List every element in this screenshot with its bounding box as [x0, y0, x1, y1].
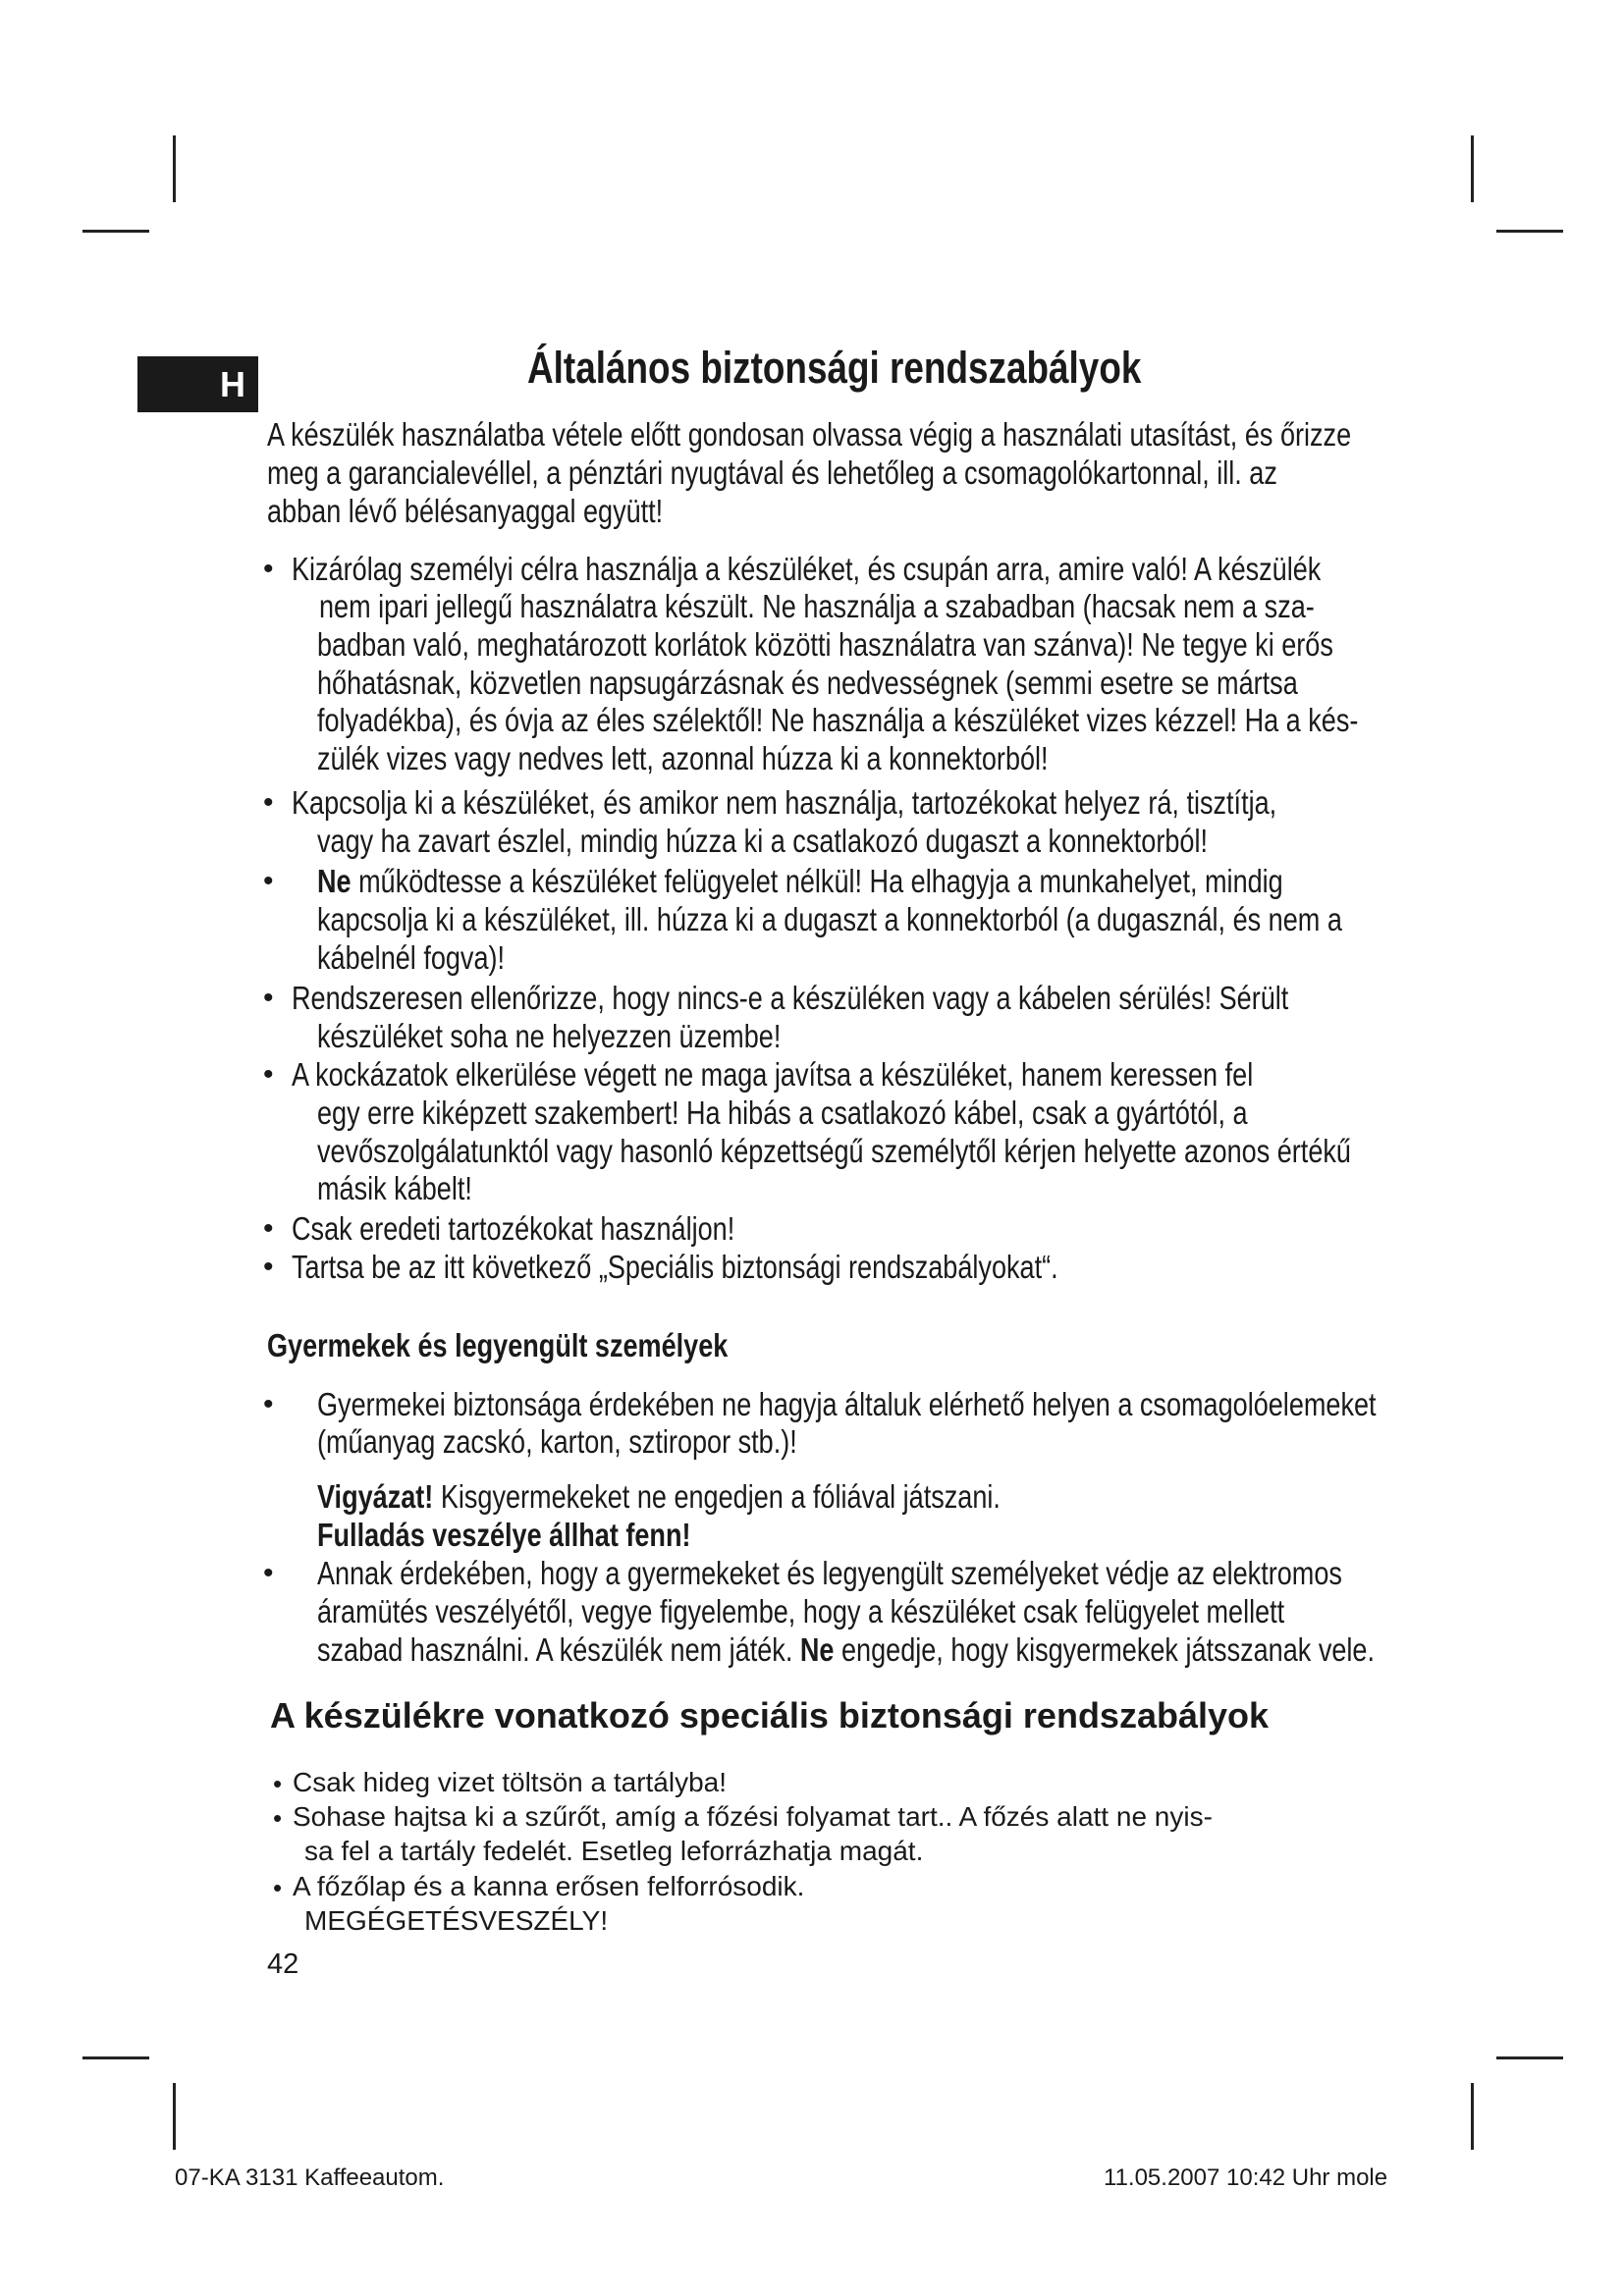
bullet-marker: • — [263, 1212, 274, 1245]
children-bullet-2-line-3 — [317, 1631, 1375, 1669]
bullet-marker: • — [263, 553, 274, 585]
safety-bullet-3-emphasis: Ne — [317, 863, 352, 899]
special-line-2: Sohase hajtsa ki a szűrőt, amíg a főzési folyamat tart.. A főzés alatt ne nyis- — [293, 1801, 1213, 1832]
crop-mark-bottom-right-horizontal — [1496, 2056, 1563, 2059]
page-title: Általános biztonsági rendszabályok — [527, 343, 1142, 393]
crop-mark-bottom-right-vertical — [1471, 2083, 1474, 2150]
children-bullet-2-text-b: engedje, hogy kisgyermekek játsszanak vele. — [834, 1631, 1376, 1668]
special-line-1: Csak hideg vizet töltsön a tartályba! — [293, 1767, 728, 1797]
children-bullet-2-emphasis: Ne — [799, 1631, 835, 1668]
safety-bullet-6-line-1: Csak eredeti tartozékokat használjon! — [292, 1210, 735, 1247]
children-section-heading: Gyermekek és legyengült személyek — [267, 1327, 729, 1363]
bullet-marker: • — [263, 786, 274, 819]
warning-text: Kisgyermekeket ne engedjen a fóliával játszani. — [433, 1478, 1001, 1515]
language-tab — [137, 356, 258, 412]
bullet-marker: • — [263, 1557, 274, 1589]
crop-mark-bottom-left-vertical — [173, 2083, 176, 2150]
special-section-heading: A készülékre vonatkozó speciális biztonsági rendszabályok — [270, 1695, 1270, 1735]
warning-line-2: Fulladás veszélye állhat fenn! — [317, 1517, 691, 1553]
safety-bullet-4-line-1: Rendszeresen ellenőrizze, hogy nincs-e a készüléken vagy a kábelen sérülés! Sérült — [292, 980, 1289, 1016]
safety-bullet-5-line-3: vevőszolgálatunktól vagy hasonló képzettségű személytől kérjen helyette azonos értékű — [317, 1133, 1351, 1169]
safety-bullet-5-line-2: egy erre kiképzett szakembert! Ha hibás a csatlakozó kábel, csak a gyártótól, a — [317, 1095, 1248, 1131]
safety-bullet-5-line-4: másik kábelt! — [317, 1170, 472, 1206]
children-bullet-1-line-2: (műanyag zacskó, karton, sztiropor stb.)! — [317, 1423, 797, 1460]
intro-line-1: A készülék használatba vétele előtt gondosan olvassa végig a használati utasítást, és őrizze — [267, 416, 1352, 453]
bullet-marker: • — [273, 1803, 283, 1833]
children-bullet-2-text-a: szabad használni. A készülék nem játék. — [317, 1631, 800, 1668]
safety-bullet-1-line-1: Kizárólag személyi célra használja a készüléket, és csupán arra, amire való! A készülék — [292, 551, 1322, 587]
children-bullet-2-line-2: áramütés veszélyétől, vegye figyelembe, hogy a készüléket csak felügyelet mellett — [317, 1593, 1285, 1629]
safety-bullet-3-line-3: kábelnél fogva)! — [317, 939, 506, 976]
crop-mark-top-right-vertical — [1471, 135, 1474, 202]
children-bullet-2-line-1: Annak érdekében, hogy a gyermekeket és legyengült személyeket védje az elektromos — [317, 1555, 1342, 1591]
bullet-marker: • — [263, 865, 274, 897]
children-bullet-1-line-1: Gyermekei biztonsága érdekében ne hagyja általuk elérhető helyen a csomagolóelemeket — [317, 1386, 1377, 1422]
bullet-marker: • — [263, 1058, 274, 1091]
page-number: 42 — [267, 1949, 299, 1980]
footer-right: 11.05.2007 10:42 Uhr mole — [1104, 2164, 1388, 2191]
warning-line — [317, 1478, 1001, 1516]
safety-bullet-5-line-1: A kockázatok elkerülése végett ne maga javítsa a készüléket, hanem keressen fel — [292, 1056, 1254, 1093]
safety-bullet-1-line-3: badban való, meghatározott korlátok közötti használatra van szánva)! Ne tegye ki erős — [317, 626, 1333, 663]
safety-bullet-4-line-2: készüléket soha ne helyezzen üzembe! — [317, 1018, 782, 1054]
safety-bullet-2-line-2: vagy ha zavart észlel, mindig húzza ki a csatlakozó dugaszt a konnektorból! — [317, 823, 1209, 859]
crop-mark-top-left-horizontal — [82, 230, 149, 233]
crop-mark-bottom-left-horizontal — [82, 2056, 149, 2059]
bullet-marker: • — [263, 1388, 274, 1420]
bullet-marker: • — [273, 1873, 283, 1902]
warning-label: Vigyázat! — [317, 1478, 434, 1515]
intro-line-2: meg a garancialevéllel, a pénztári nyugtával és lehetőleg a csomagolókartonnal, ill. az — [267, 454, 1277, 491]
footer-left: 07-KA 3131 Kaffeeautom. — [175, 2164, 445, 2191]
safety-bullet-2-line-1: Kapcsolja ki a készüléket, és amikor nem használja, tartozékokat helyez rá, tisztítja, — [292, 784, 1277, 821]
bullet-marker: • — [263, 982, 274, 1014]
language-tab-label: H — [220, 364, 245, 404]
crop-mark-top-left-vertical — [173, 135, 176, 202]
special-line-5: MEGÉGETÉSVESZÉLY! — [304, 1905, 609, 1936]
special-line-3: sa fel a tartály fedelét. Esetleg leforrázhatja magát. — [304, 1836, 924, 1866]
safety-bullet-3-text: működtesse a készüléket felügyelet nélkül! Ha elhagyja a munkahelyet, mindig — [351, 863, 1283, 899]
safety-bullet-1-line-2: nem ipari jellegű használatra készült. Ne használja a szabadban (hacsak nem a sza- — [319, 588, 1315, 624]
safety-bullet-1-line-4: hőhatásnak, közvetlen napsugárzásnak és nedvességnek (semmi esetre se mártsa — [317, 665, 1298, 701]
safety-bullet-7-line-1: Tartsa be az itt következő „Speciális biztonsági rendszabályokat“. — [292, 1249, 1058, 1285]
special-line-4: A főzőlap és a kanna erősen felforrósodik. — [293, 1871, 805, 1901]
bullet-marker: • — [263, 1251, 274, 1283]
crop-mark-top-right-horizontal — [1496, 230, 1563, 233]
safety-bullet-3-line-1 — [317, 863, 1283, 900]
safety-bullet-3-line-2: kapcsolja ki a készüléket, ill. húzza ki a dugaszt a konnektorból (a dugasznál, és nem a — [317, 901, 1342, 937]
safety-bullet-1-line-5: folyadékba), és óvja az éles szélektől! Ne használja a készüléket vizes kézzel! Ha a kés- — [317, 702, 1359, 738]
intro-line-3: abban lévő bélésanyaggal együtt! — [267, 493, 664, 529]
safety-bullet-1-line-6: zülék vizes vagy nedves lett, azonnal húzza ki a konnektorból! — [317, 740, 1049, 776]
bullet-marker: • — [273, 1769, 283, 1798]
